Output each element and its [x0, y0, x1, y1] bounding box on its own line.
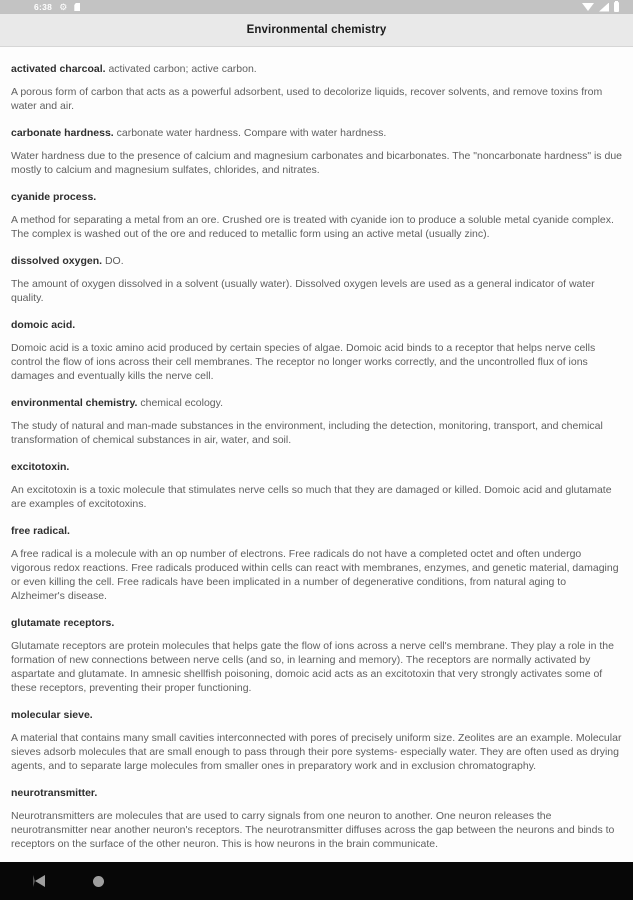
- status-bar-right: [582, 2, 619, 12]
- term-line: [11, 318, 622, 332]
- term-line: [11, 708, 622, 722]
- term-line: [11, 254, 622, 268]
- term-synonyms: activated carbon; active carbon.: [105, 63, 257, 75]
- term-synonyms: carbonate water hardness. Compare with water hardness.: [113, 127, 387, 139]
- glossary-entry: [11, 708, 622, 773]
- term-line: [11, 126, 622, 140]
- term-synonyms: chemical ecology.: [137, 397, 224, 409]
- term-definition: A porous form of carbon that acts as a powerful adsorbent, used to decolorize liquids, recover solvents, and remove toxins from water and air.: [11, 86, 603, 112]
- term-text: neurotransmitter.: [11, 787, 98, 799]
- glossary-entry: [11, 254, 622, 305]
- clock: 6:38: [34, 2, 53, 12]
- term-definition: An excitotoxin is a toxic molecule that stimulates nerve cells so much that they are damaged or killed. Domoic acid and glutamate are examples of excitotoxins.: [11, 484, 612, 510]
- term-definition: Neurotransmitters are molecules that are used to carry signals from one neuron to another. One neuron releases the neurotransmitter near another neuron's receptors. The neurotransmitter diffuses across the gap between the neurons and binds to receptors on the surface of the other neuron. This is how neurons in the brain communicate.: [11, 810, 615, 850]
- term-line: [11, 396, 622, 410]
- term-definition: The amount of oxygen dissolved in a solvent (usually water). Dissolved oxygen levels are used as a general indicator of water quality.: [11, 278, 595, 304]
- term-line: [11, 786, 622, 800]
- term-text: glutamate receptors.: [11, 617, 115, 629]
- term-text: carbonate hardness.: [11, 127, 114, 139]
- glossary-entry: [11, 62, 622, 113]
- glossary-entry: [11, 396, 622, 447]
- back-button[interactable]: [33, 875, 45, 887]
- term-text: molecular sieve.: [11, 709, 93, 721]
- term-line: [11, 460, 622, 474]
- battery-icon: [614, 2, 619, 12]
- sim-card-icon: [74, 3, 80, 11]
- glossary-entry: [11, 524, 622, 603]
- term-synonyms: DO.: [102, 255, 124, 267]
- term-definition: The study of natural and man-made substances in the environment, including the detection, monitoring, transport, and chemical transformation of chemical substances in air, water, and soil.: [11, 420, 603, 446]
- term-text: domoic acid.: [11, 319, 76, 331]
- term-text: activated charcoal.: [11, 63, 106, 75]
- glossary-entry: [11, 786, 622, 851]
- term-text: dissolved oxygen.: [11, 255, 103, 267]
- term-line: [11, 616, 622, 630]
- app-bar: [0, 14, 633, 47]
- wifi-icon: [582, 3, 594, 11]
- term-line: [11, 190, 622, 204]
- term-text: environmental chemistry.: [11, 397, 138, 409]
- glossary-entry: [11, 318, 622, 383]
- glossary-entry: [11, 460, 622, 511]
- term-line: [11, 524, 622, 538]
- glossary-entry: [11, 126, 622, 177]
- term-definition: A material that contains many small cavities interconnected with pores of precisely uniform size. Zeolites are an example. Molecular sieves adsorb molecules that are small enough to pass through their pore systems- especially water. They are often used as drying agents, and to separate large molecules from smaller ones in preparatory work and in exclusion chromatography.: [11, 732, 622, 772]
- home-button[interactable]: [93, 876, 104, 887]
- term-text: excitotoxin.: [11, 461, 70, 473]
- android-nav-bar: [0, 862, 633, 900]
- term-definition: A free radical is a molecule with an op number of electrons. Free radicals do not have a completed octet and often undergo vigorous redox reactions. Free radicals produced within cells can react with membranes, enzymes, and genetic material, damaging or even killing the cell. Free radicals have been implicated in a number of degenerative conditions, from natural aging to Alzheimer's disease.: [11, 548, 619, 602]
- term-definition: A method for separating a metal from an ore. Crushed ore is treated with cyanide ion to produce a soluble metal cyanide complex. The complex is washed out of the ore and reduced to metallic form using an active metal (usually zinc).: [11, 214, 614, 240]
- term-definition: Domoic acid is a toxic amino acid produced by certain species of algae. Domoic acid binds to a receptor that helps nerve cells control the flow of ions across their cell membranes. The receptor no longer works correctly, and the uncontrolled flux of ions damages and eventually kills the nerve cell.: [11, 342, 596, 382]
- glossary-entry: [11, 616, 622, 695]
- status-bar-left: [34, 2, 80, 12]
- glossary-list[interactable]: [0, 47, 633, 900]
- term-text: cyanide process.: [11, 191, 97, 203]
- gear-icon: ⚙: [59, 1, 68, 12]
- term-line: [11, 62, 622, 76]
- glossary-entry: [11, 190, 622, 241]
- cell-signal-icon: [599, 3, 609, 12]
- term-text: free radical.: [11, 525, 70, 537]
- status-bar: [0, 0, 633, 14]
- term-definition: Water hardness due to the presence of calcium and magnesium carbonates and bicarbonates. The "noncarbonate hardness" is due mostly to calcium and magnesium sulfates, chlorides, and nitrates.: [11, 150, 622, 176]
- term-definition: Glutamate receptors are protein molecules that helps gate the flow of ions across a nerve cell's membrane. They play a role in the formation of new connections between nerve cells (and so, in learning and memory). The receptors are normally activated by aspartate and glutamate. In amnesic shellfish poisoning, domoic acid acts as an excitotoxin that very strongly activates some of these receptors, preventing their proper functioning.: [11, 640, 614, 694]
- page-title: Environmental chemistry: [246, 24, 387, 36]
